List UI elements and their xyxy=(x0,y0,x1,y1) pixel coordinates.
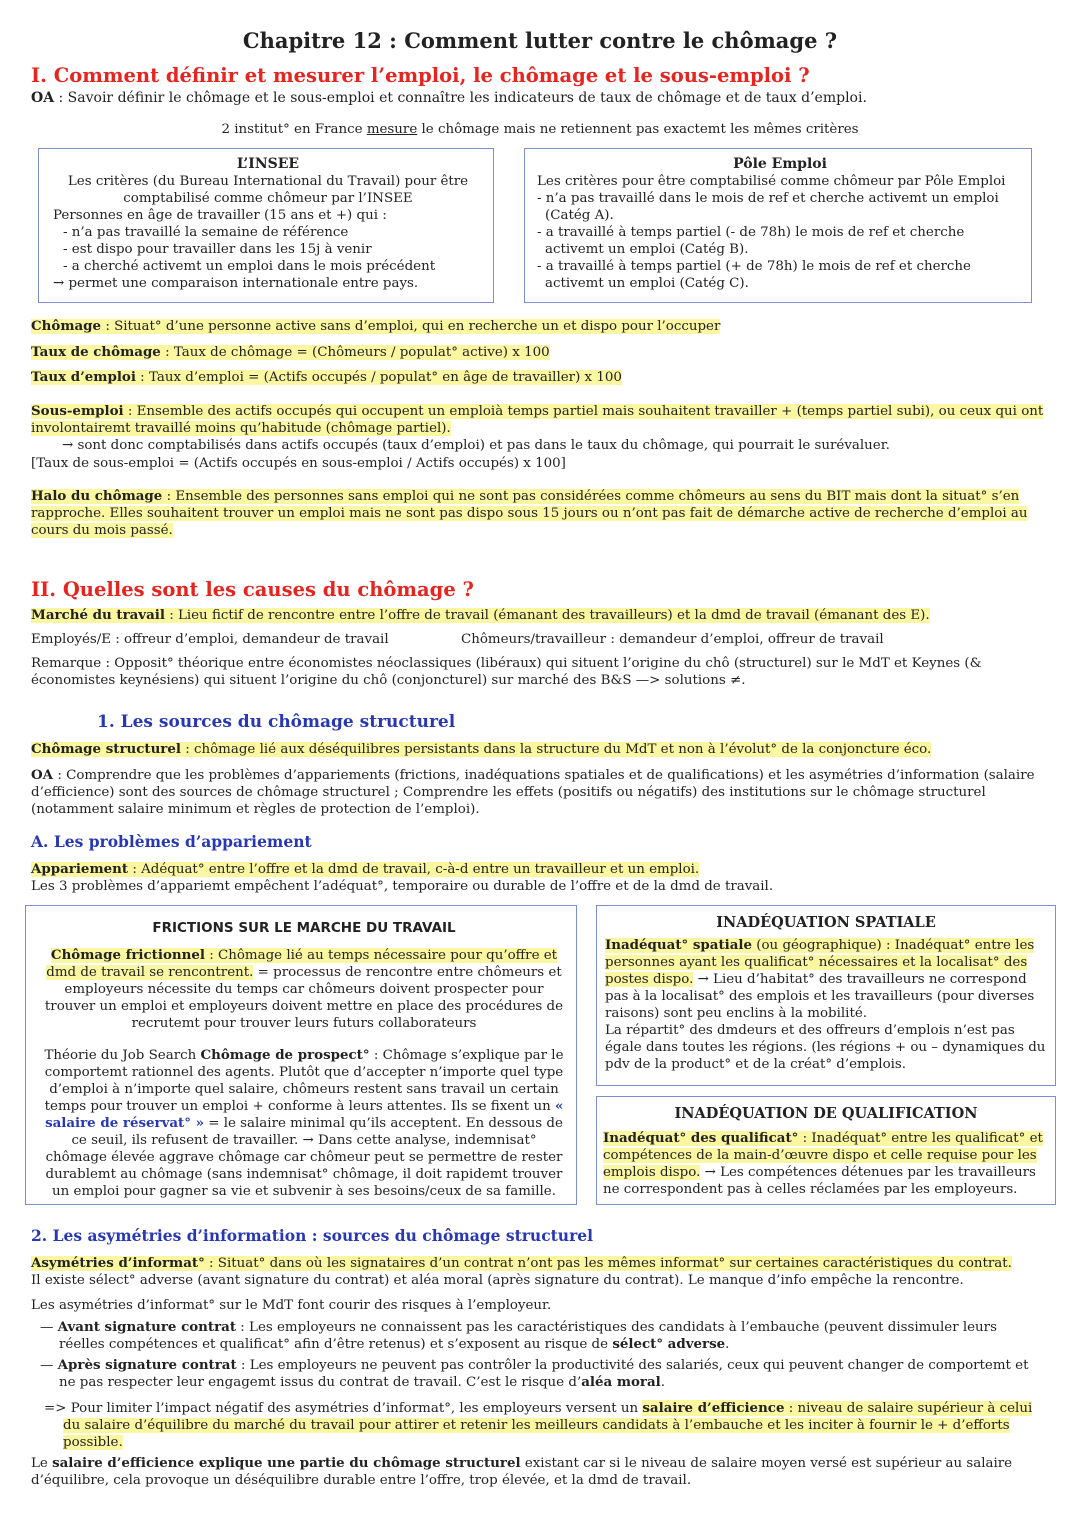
spatiale-box xyxy=(596,905,1056,1086)
insee-criterion: - n’a pas travaillé la semaine de référence xyxy=(63,225,349,240)
insee-criterion: - est dispo pour travailler dans les 15j à venir xyxy=(63,242,372,257)
asymetries-note: Il existe sélect° adverse (avant signature du contrat) et aléa moral (après signature du contrat). Le manque d’info empêche la rencontre. xyxy=(31,1273,964,1288)
job-search-theory: Théorie du Job Search Chômage de prospect° : Chômage s’explique par le comportemt rationnel des agents. Plutôt que d’accepter n’importe quel type d’emploi à n’importe quel salaire, chômeurs restent sans travail un certain temps pour trouver un emploi + conforme à leurs attentes. Ils se fixent un « salaire de réservat° » = le salaire minimal qu’ils acceptent. En dessous de ce seuil, ils refusent de travailler. → Dans cette analyse, indemnisat° chômage élevée aggrave chômage car chômeur peut se permettre de rester durablemt au chômage (sans indemnisat° chômage, il doit rapidemt trouver un emploi pour gagner sa vie et subvenir à ses besoins/ceux de sa famille. xyxy=(44,1047,564,1199)
subsection-1-heading: 1. Les sources du chômage structurel xyxy=(97,712,456,732)
insee-conclusion: → permet une comparaison internationale entre pays. xyxy=(53,276,419,291)
structurel-definition: Chômage structurel : chômage lié aux déséquilibres persistants dans la structure du MdT et non à l’évolut° de la conjoncture éco. xyxy=(31,741,932,757)
subsection-a-heading: A. Les problèmes d’appariement xyxy=(31,832,312,851)
sous-emploi-note: → sont donc comptabilisés dans actifs occupés (taux d’emploi) et pas dans le taux du chômage, qui pourrait le surévaluer. xyxy=(62,438,890,453)
pole-line: - n’a pas travaillé dans le mois de ref et cherche activemt un emploi xyxy=(537,191,999,206)
frictions-title: FRICTIONS SUR LE MARCHE DU TRAVAIL xyxy=(152,920,456,936)
chomage-definition: Chômage : Situat° d’une personne active sans d’emploi, qui en recherche un et dispo pour l’occuper xyxy=(31,318,721,334)
pole-emploi-box xyxy=(524,148,1032,303)
insee-title: L’INSEE xyxy=(236,156,300,172)
insee-box xyxy=(38,148,494,303)
institutions-intro: 2 institut° en France mesure le chômage mais ne retiennent pas exactemt les mêmes critères xyxy=(221,122,859,137)
remarque: Remarque : Opposit° théorique entre économistes néoclassiques (libéraux) qui situent l’origine du chô (structurel) sur le MdT et Keynes (& économistes keynésiens) qui situent l’origine du chô (conjoncturel) sur marché des B&S —> solutions ≠. xyxy=(31,656,982,688)
section-2-heading: II. Quelles sont les causes du chômage ? xyxy=(31,578,474,601)
qualification-title: INADÉQUATION DE QUALIFICATION xyxy=(674,1105,978,1122)
spatiale-note: La répartit° des dmdeurs et des offreurs d’emplois n’est pas égale dans toutes les régions. (les régions + ou – dynamiques du pdv de la product° et de la créat° d’emplois. xyxy=(605,1023,1046,1072)
pole-line: activemt un emploi (Catég B). xyxy=(545,242,749,257)
appariement-definition: Appariement : Adéquat° entre l’offre et la dmd de travail, c-à-d entre un travailleur et un emploi. xyxy=(31,861,700,877)
page-title: Chapitre 12 : Comment lutter contre le chômage ? xyxy=(242,28,838,53)
avant-signature: — Avant signature contrat : Les employeurs ne connaissent pas les caractéristiques des candidats à l’embauche (peuvent dissimuler leurs réelles compétences et qualificat° afin d’être retenus) et s’exposent au risque de sélect° adverse. xyxy=(40,1319,997,1352)
insee-line: Les critères (du Bureau International du Travail) pour être xyxy=(67,174,469,189)
marche-definition: Marché du travail : Lieu fictif de rencontre entre l’offre de travail (émanant des travailleurs) et la dmd de travail (émanant des E). xyxy=(31,607,930,623)
frictions-box xyxy=(25,905,577,1205)
sous-emploi-definition: Sous-emploi : Ensemble des actifs occupés qui occupent un emploià temps partiel mais souhaitent travailler + (temps partiel subi), ou ceux qui ont involontairemt travaillé moins qu’habitude (chômage partiel). xyxy=(31,403,1044,436)
qualification-box xyxy=(596,1096,1056,1205)
insee-line: comptabilisé comme chômeur par l’INSEE xyxy=(123,191,413,206)
pole-line: - a travaillé à temps partiel (- de 78h) le mois de ref et cherche xyxy=(537,225,965,240)
sous-emploi-formula: [Taux de sous-emploi = (Actifs occupés en sous-emploi / Actifs occupés) x 100] xyxy=(31,456,566,471)
pole-line: activemt un emploi (Catég C). xyxy=(545,276,749,291)
section-1-objective: OA : Savoir définir le chômage et le sous-emploi et connaître les indicateurs de taux de chômage et de taux d’emploi. xyxy=(31,90,867,106)
section-2-objective: OA : Comprendre que les problèmes d’appariements (frictions, inadéquations spatiales et de qualifications) et les asymétries d’information (salaire d’efficience) sont des sources de chômage structurel ; Comprendre les effets (positifs ou négatifs) des institutions sur le chômage structurel (notamment salaire minimum et règles de protection de l’emploi). xyxy=(31,767,1035,817)
asymetries-definition: Asymétries d’informat° : Situat° dans où les signataires d’un contrat n’ont pas les mêmes informat° sur certaines caractéristiques du contrat. xyxy=(31,1255,1012,1271)
subsection-2-heading: 2. Les asymétries d’information : sources du chômage structurel xyxy=(31,1226,593,1245)
spatiale-title: INADÉQUATION SPATIALE xyxy=(716,914,936,931)
insee-line: Personnes en âge de travailler (15 ans et +) qui : xyxy=(53,208,387,223)
halo-definition: Halo du chômage : Ensemble des personnes sans emploi qui ne sont pas considérées comme chômeurs au sens du BIT mais dont la situat° s’en rapproche. Elles souhaitent trouver un emploi mais ne sont pas dispo sous 15 jours ou n’ont pas fait de démarche active de recherche d’emploi au cours du mois passé. xyxy=(31,488,1028,538)
apres-signature: — Après signature contrat : Les employeurs ne peuvent pas contrôler la productivité des salariés, ceux qui peuvent changer de comportemt et ne pas respecter leur engagemt issus du contrat de travail. C’est le risque d’aléa moral. xyxy=(40,1357,1029,1390)
pole-line: (Catég A). xyxy=(545,208,614,223)
taux-emploi-definition: Taux d’emploi : Taux d’emploi = (Actifs occupés / populat° en âge de travailler) x 100 xyxy=(31,369,622,385)
spatiale-definition: Inadéquat° spatiale (ou géographique) : Inadéquat° entre les personnes ayant les qualificat° nécessaires et la localisat° des postes dispo. → Lieu d’habitat° des travailleurs ne correspond pas à la localisat° des emplois et les travailleurs (pour diverses raisons) sont peu enclins à la mobilité. xyxy=(605,937,1035,1021)
conclusion: Le salaire d’efficience explique une partie du chômage structurel existant car si le niveau de salaire moyen versé est supérieur au salaire d’équilibre, cela provoque un déséquilibre durable entre l’offre, trop élevée, et la dmd de travail. xyxy=(31,1455,1013,1488)
pole-line: - a travaillé à temps partiel (+ de 78h) le mois de ref et cherche xyxy=(537,259,971,274)
taux-chomage-definition: Taux de chômage : Taux de chômage = (Chômeurs / populat° active) x 100 xyxy=(31,344,550,360)
salaire-efficience-definition: => Pour limiter l’impact négatif des asymétries d’informat°, les employeurs versent un salaire d’efficience : niveau de salaire supérieur à celui du salaire d’équilibre du marché du travail pour attirer et retenir les meilleurs candidats à l’embauche et les inciter à fournir le + d’efforts possible. xyxy=(44,1400,1033,1450)
insee-criterion: - a cherché activemt un emploi dans le mois précédent xyxy=(63,259,436,274)
section-1-heading: I. Comment définir et mesurer l’emploi, le chômage et le sous-emploi ? xyxy=(31,64,810,87)
frictions-definition: Chômage frictionnel : Chômage lié au temps nécessaire pour qu’offre et dmd de travail se rencontrent. = processus de rencontre entre chômeurs et employeurs nécessite du temps car chômeurs doivent prospecter pour trouver un emploi et employeurs doivent mettre en place des procédures de recrutemt pour trouver leurs futurs collaborateurs xyxy=(44,947,564,1031)
pole-emploi-title: Pôle Emploi xyxy=(733,156,827,172)
risques-intro: Les asymétries d’informat° sur le MdT font courir des risques à l’employeur. xyxy=(31,1298,552,1313)
employes-note: Employés/E : offreur d’emploi, demandeur de travail xyxy=(31,632,389,647)
appariement-note: Les 3 problèmes d’appariemt empêchent l’adéquat°, temporaire ou durable de l’offre et de la dmd de travail. xyxy=(31,879,774,894)
chomeurs-note: Chômeurs/travailleur : demandeur d’emploi, offreur de travail xyxy=(461,632,884,647)
qualification-definition: Inadéquat° des qualificat° : Inadéquat° entre les qualificat° et compétences de la main-d’œuvre dispo et celle requise pour les emplois dispo. → Les compétences détenues par les travailleurs ne correspondent pas à celles réclamées par les employeurs. xyxy=(603,1130,1043,1197)
pole-line: Les critères pour être comptabilisé comme chômeur par Pôle Emploi xyxy=(537,174,1006,189)
